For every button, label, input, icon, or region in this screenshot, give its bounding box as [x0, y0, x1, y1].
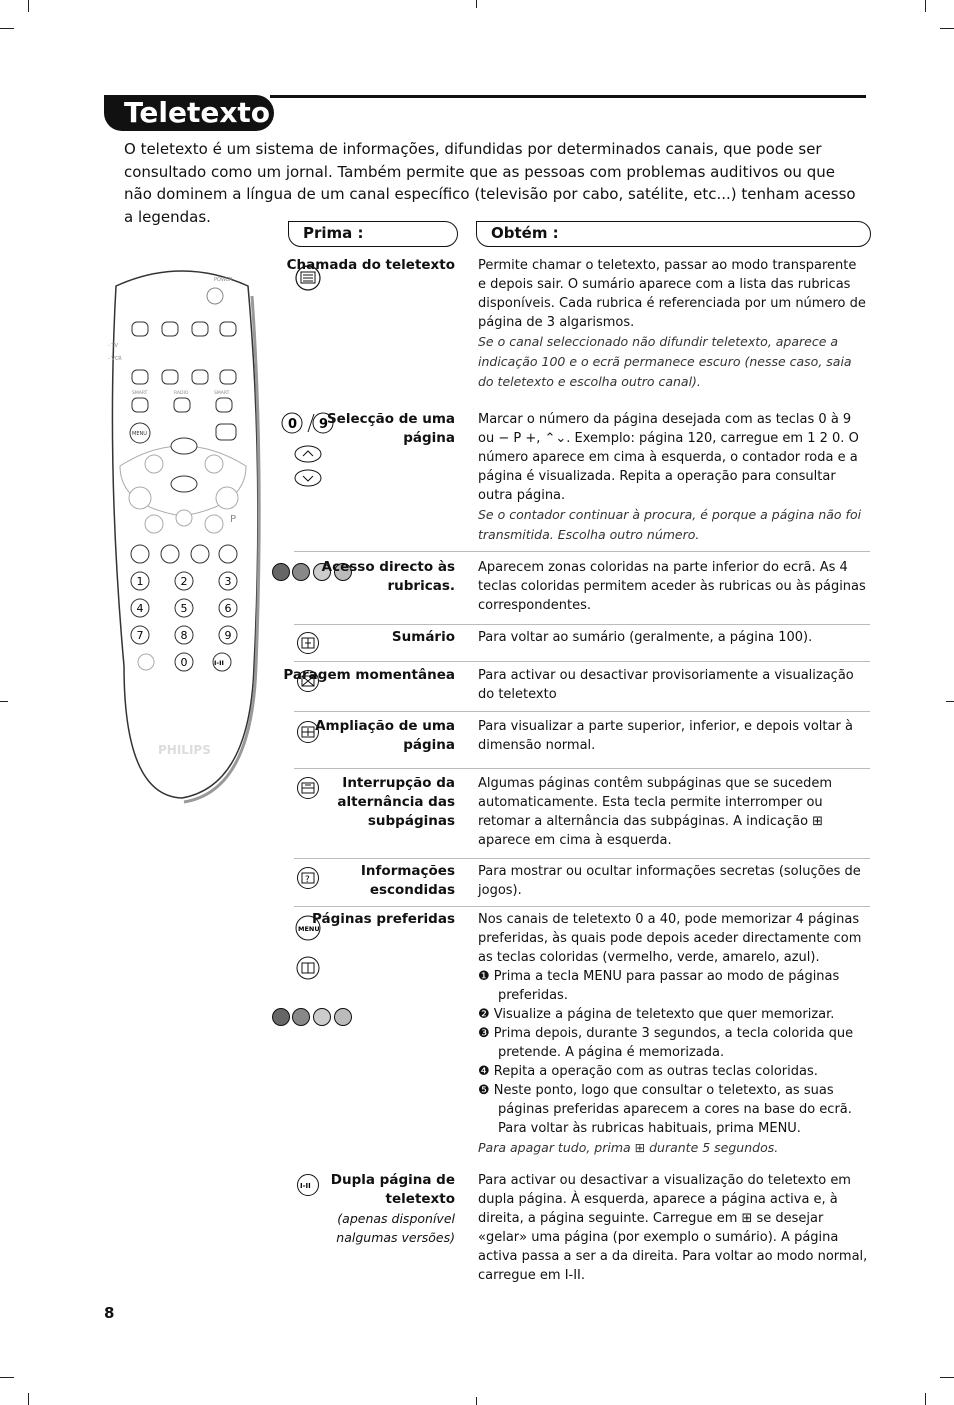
left-button [145, 455, 163, 473]
teletext-button [216, 424, 236, 440]
remote-power-label: POWER [214, 277, 233, 283]
remote-brand: PHILIPS [158, 743, 211, 757]
up-button [171, 438, 197, 454]
digit-label-6: 6 [224, 602, 232, 615]
row-label: Dupla página de teletexto [330, 1172, 455, 1207]
blue-button [219, 545, 237, 563]
step-1: ❶ Prima a tecla MENU para passar ao modo de páginas preferidas. [478, 969, 840, 1003]
picture-button [216, 398, 232, 412]
remote-p-label: P [230, 514, 237, 525]
row-desc: Para activar ou desactivar a visualização do teletexto em dupla página. À esquerda, aparece a página activa e, à direita, a página seguinte. Carregue em ⊞ se desejar «gelar» uma página (por exemplo o sumário). A página activa passa a ser a da direita. Para voltar ao modo normal, carregue em I-II. [478, 1173, 868, 1283]
intro-text: O teletexto é um sistema de informações, difundidas por determinados canais, que pode ser consultado como um jornal. Também permite que as pessoas com problemas auditivos ou que não dominem a língua de um canal específico (televisão por cabo, satélite, etc...) tenham acesso a legendas. [124, 140, 856, 226]
screen-button [220, 370, 236, 384]
remote-smart2-label: SMART [214, 391, 230, 396]
row-desc: Aparecem zonas coloridas na parte inferior do ecrã. As 4 teclas coloridas permitem aceder às rubricas ou às páginas correspondentes. [478, 560, 866, 613]
row-label: Sumário [391, 629, 455, 645]
row-subpage-stop [270, 774, 870, 859]
row-note: Se o contador continuar à procura, é porque a página não foi transmitida. Escolha outro número. [478, 507, 862, 542]
is-button [132, 370, 148, 384]
remote-tv-label: - TV [108, 343, 118, 349]
row-enlarge [270, 717, 870, 769]
step-5: ❺ Neste ponto, logo que consultar o teletexto, as suas páginas preferidas aparecem a cores na base do ecrã. Para voltar às rubricas habituais, prima MENU. [478, 1083, 852, 1136]
right-button [205, 455, 223, 473]
digit-label-3: 3 [224, 575, 232, 588]
prog-minus-button [205, 515, 223, 533]
svg-text:0: 0 [288, 417, 298, 432]
digit-label-4: 4 [136, 602, 144, 615]
remote-vcr-label: - VCR [108, 356, 122, 362]
row-summary [270, 628, 870, 662]
row-favourite-pages [270, 910, 870, 1168]
page-title: Teletexto [104, 95, 274, 131]
summary-button [162, 370, 178, 384]
av-button [138, 654, 154, 670]
row-dual-page [270, 1171, 870, 1281]
row-desc: Para mostrar ou ocultar informações secretas (soluções de jogos). [478, 864, 861, 898]
row-desc: Algumas páginas contêm subpáginas que se sucedem automaticamente. Esta tecla permite interromper ou retomar a alternância das subpáginas. A indicação ⊞ aparece em cima à esquerda. [478, 776, 833, 848]
row-label: Páginas preferidas [312, 911, 455, 927]
digit-label-1: 1 [136, 575, 144, 588]
dual-label: I-II [214, 659, 224, 667]
info-button [220, 322, 236, 336]
stop-sub-button [192, 322, 208, 336]
green-button [161, 545, 179, 563]
row-label: Selecção de uma página [326, 411, 455, 446]
row-desc: Para voltar ao sumário (geralmente, a página 100). [478, 630, 813, 645]
down-button [171, 476, 197, 492]
row-desc: Marcar o número da página desejada com as teclas 0 à 9 ou − P +, ⌃⌄. Exemplo: página 120, carregue em 1 2 0. O número aparece em cima à esquerda, o contador roda e a página é visualizada. Repita a operação para consultar outra página. [478, 412, 859, 503]
sound-button [132, 398, 148, 412]
row-teletext-call [270, 256, 870, 396]
row-sublabel: (apenas disponível nalgumas versões) [336, 1211, 455, 1245]
row-label: Chamada do teletexto [286, 257, 455, 273]
favourite-keys-icon [270, 914, 356, 1034]
svg-text:9: 9 [319, 417, 329, 432]
row-hold [270, 666, 870, 712]
row-note: Se o canal seleccionado não difundir teletexto, aparece a indicação 100 e o ecrã permanece escuro (nesse caso, saia do teletexto e escolha outro canal). [478, 334, 852, 389]
power-button [207, 288, 223, 304]
yellow-button [191, 545, 209, 563]
digit-label-0: 0 [180, 656, 188, 669]
svg-text:I-II: I-II [300, 1182, 311, 1190]
row-label: Interrupção da alternância das subpáginas [337, 775, 455, 829]
row-label: Ampliação de uma página [315, 718, 455, 753]
row-label: Acesso directo às rubricas. [321, 559, 455, 594]
digit-label-8: 8 [180, 629, 188, 642]
header-obtem: Obtém : [476, 221, 871, 247]
row-label: Paragem momentânea [283, 667, 455, 683]
row-desc: Permite chamar o teletexto, passar ao modo transparente e depois sair. O sumário aparece com a lista das rubricas disponíveis. Cada rubrica é referenciada por um número de página de 3 algarismos. [478, 258, 866, 330]
row-direct-access [270, 558, 870, 625]
step-2: ❷ Visualize a página de teletexto que quer memorizar. [478, 1007, 835, 1022]
title-rule [270, 95, 866, 98]
row-label: Informações escondidas [360, 863, 455, 898]
row-page-selection [270, 410, 870, 552]
row-desc: Para visualizar a parte superior, inferior, e depois voltar à dimensão normal. [478, 719, 853, 753]
remote-smart1-label: SMART [132, 391, 148, 396]
prog-plus-button [216, 487, 238, 509]
digit-label-2: 2 [180, 575, 188, 588]
reveal-button [162, 322, 178, 336]
radio-button [174, 398, 190, 412]
hold-button [132, 322, 148, 336]
vol-minus-button [145, 515, 163, 533]
svg-text:MENU: MENU [298, 925, 320, 933]
vol-plus-button [129, 487, 151, 509]
row-desc: Para activar ou desactivar provisoriamente a visualização do teletexto [478, 668, 854, 702]
svg-text:?: ? [305, 875, 310, 885]
header-prima: Prima : [288, 221, 458, 247]
remote-radio-label: RADIO [174, 391, 189, 396]
row-desc: Nos canais de teletexto 0 a 40, pode memorizar 4 páginas preferidas, às quais pode depois aceder directamente com as teclas coloridas (vermelho, verde, amarelo, azul). [478, 912, 862, 965]
red-button [131, 545, 149, 563]
remote-control-illustration [102, 266, 262, 806]
row-reveal [270, 862, 870, 907]
timer-button [192, 370, 208, 384]
page-number: 8 [104, 1304, 115, 1322]
row-note: Para apagar tudo, prima ⊞ durante 5 segundos. [478, 1140, 779, 1155]
step-4: ❹ Repita a operação com as outras teclas coloridas. [478, 1064, 818, 1079]
step-3: ❸ Prima depois, durante 3 segundos, a tecla colorida que pretende. A página é memorizada. [478, 1026, 854, 1060]
digit-label-9: 9 [224, 629, 232, 642]
remote-menu-label: MENU [132, 431, 147, 437]
steps-list [478, 967, 868, 1138]
digit-label-5: 5 [180, 602, 188, 615]
mute-button [176, 510, 192, 526]
digit-label-7: 7 [136, 629, 144, 642]
